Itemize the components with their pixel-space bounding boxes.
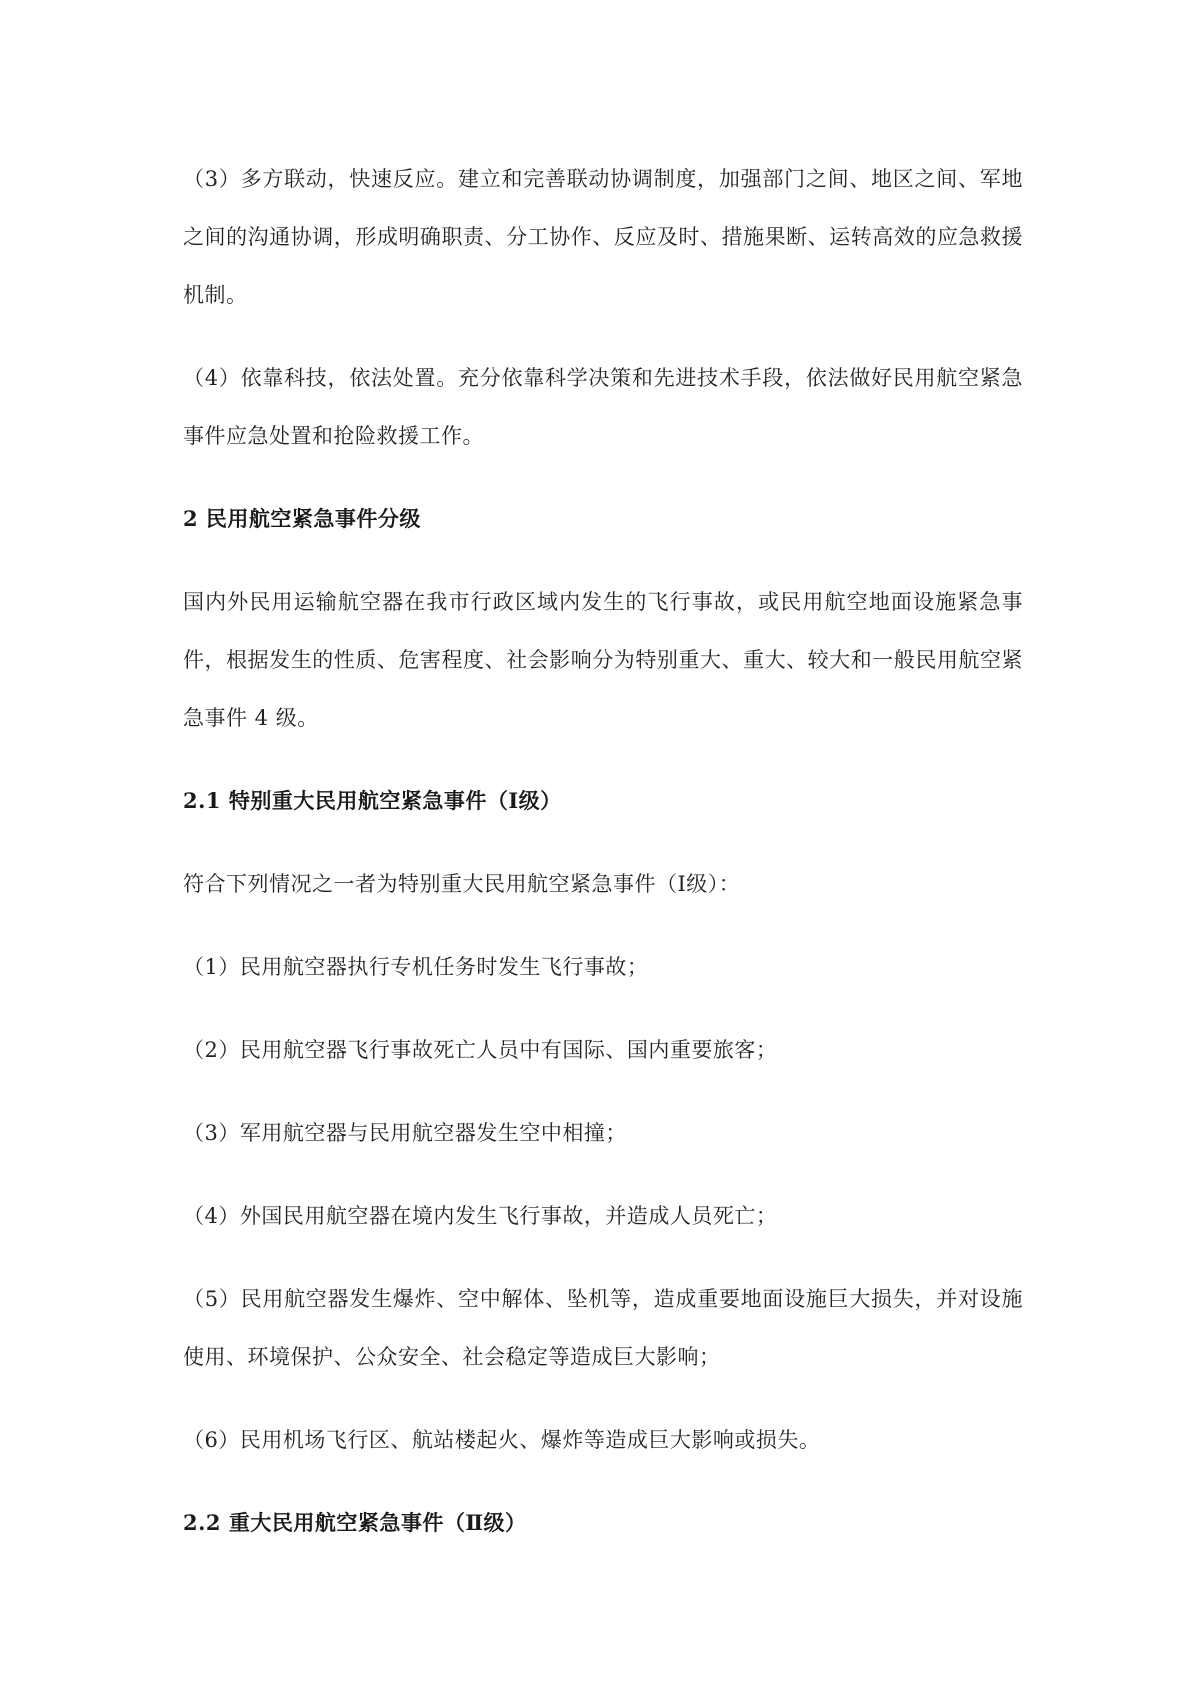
criterion-4-item: （4）外国民用航空器在境内发生飞行事故，并造成人员死亡； bbox=[183, 1204, 778, 1228]
section-2-heading: 2 民用航空紧急事件分级 bbox=[183, 506, 421, 531]
section-2-1-intro-paragraph: 符合下列情况之一者为特别重大民用航空紧急事件（Ⅰ级）： bbox=[183, 872, 741, 896]
criterion-6-item: （6）民用机场飞行区、航站楼起火、爆炸等造成巨大影响或损失。 bbox=[183, 1428, 821, 1452]
section-2-intro-paragraph: 国内外民用运输航空器在我市行政区域内发生的飞行事故，或民用航空地面设施紧急事件，根据发生的性质、危害程度、社会影响分为特别重大、重大、较大和一般民用航空紧急事件 4 级。 bbox=[183, 590, 1023, 730]
principle-3-paragraph: （3）多方联动，快速反应。建立和完善联动协调制度，加强部门之间、地区之间、军地之间的沟通协调，形成明确职责、分工协作、反应及时、措施果断、运转高效的应急救援机制。 bbox=[183, 167, 1023, 307]
criterion-2-item: （2）民用航空器飞行事故死亡人员中有国际、国内重要旅客； bbox=[183, 1038, 778, 1062]
document-body bbox=[183, 150, 1023, 1577]
criterion-1-item: （1）民用航空器执行专机任务时发生飞行事故； bbox=[183, 955, 649, 979]
section-2-2-heading: 2.2 重大民用航空紧急事件（Ⅱ级） bbox=[183, 1510, 527, 1535]
principle-4-paragraph: （4）依靠科技，依法处置。充分依靠科学决策和先进技术手段，依法做好民用航空紧急事件应急处置和抢险救援工作。 bbox=[183, 366, 1023, 448]
criterion-3-item: （3）军用航空器与民用航空器发生空中相撞； bbox=[183, 1121, 627, 1145]
section-2-1-heading: 2.1 特别重大民用航空紧急事件（Ⅰ级） bbox=[183, 788, 562, 813]
criterion-5-item: （5）民用航空器发生爆炸、空中解体、坠机等，造成重要地面设施巨大损失，并对设施使用、环境保护、公众安全、社会稳定等造成巨大影响； bbox=[183, 1287, 1023, 1369]
